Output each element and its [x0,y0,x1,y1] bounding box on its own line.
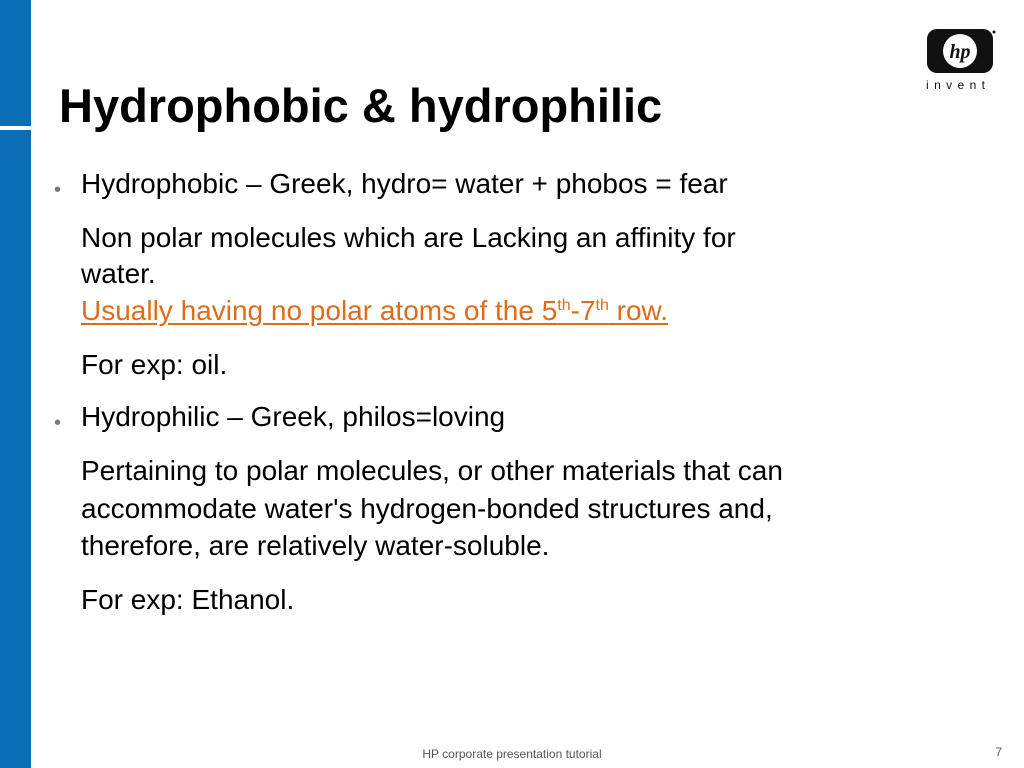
highlight-part: row. [608,295,669,326]
page-number: 7 [995,745,1002,759]
text-line: For exp: Ethanol. [81,584,295,615]
logo-text: hp [949,41,971,63]
text-line: Pertaining to polar molecules, or other materials that can [81,455,783,486]
text-line: Hydrophilic – Greek, philos=loving [81,401,506,432]
text-line: For exp: oil. [81,349,228,380]
hp-logo-icon [926,28,996,74]
bullet-marker: • [54,412,62,434]
highlight-part: Usually having no polar atoms of the 5 [81,295,558,326]
bullet-marker: • [54,179,62,201]
footer [0,747,1024,761]
highlight-part: -7 [570,295,596,326]
text-line: water. [81,258,156,289]
logo-tagline: invent [926,78,991,92]
slide-title: Hydrophobic & hydrophilic [59,79,663,132]
text-line: Hydrophobic – Greek, hydro= water + phobos = fear [81,168,728,199]
superscript: th [595,297,609,314]
text-line: accommodate water's hydrogen-bonded structures and, [81,493,773,524]
text-line: therefore, are relatively water-soluble. [81,530,550,561]
highlighted-text-line [81,295,668,327]
left-bar-divider [0,126,31,130]
text-line: Non polar molecules which are Lacking an affinity for [81,222,736,253]
left-accent-bar [0,0,31,768]
hp-logo [926,28,1000,94]
footer-text: HP corporate presentation tutorial [422,747,602,761]
superscript: th [557,297,571,314]
